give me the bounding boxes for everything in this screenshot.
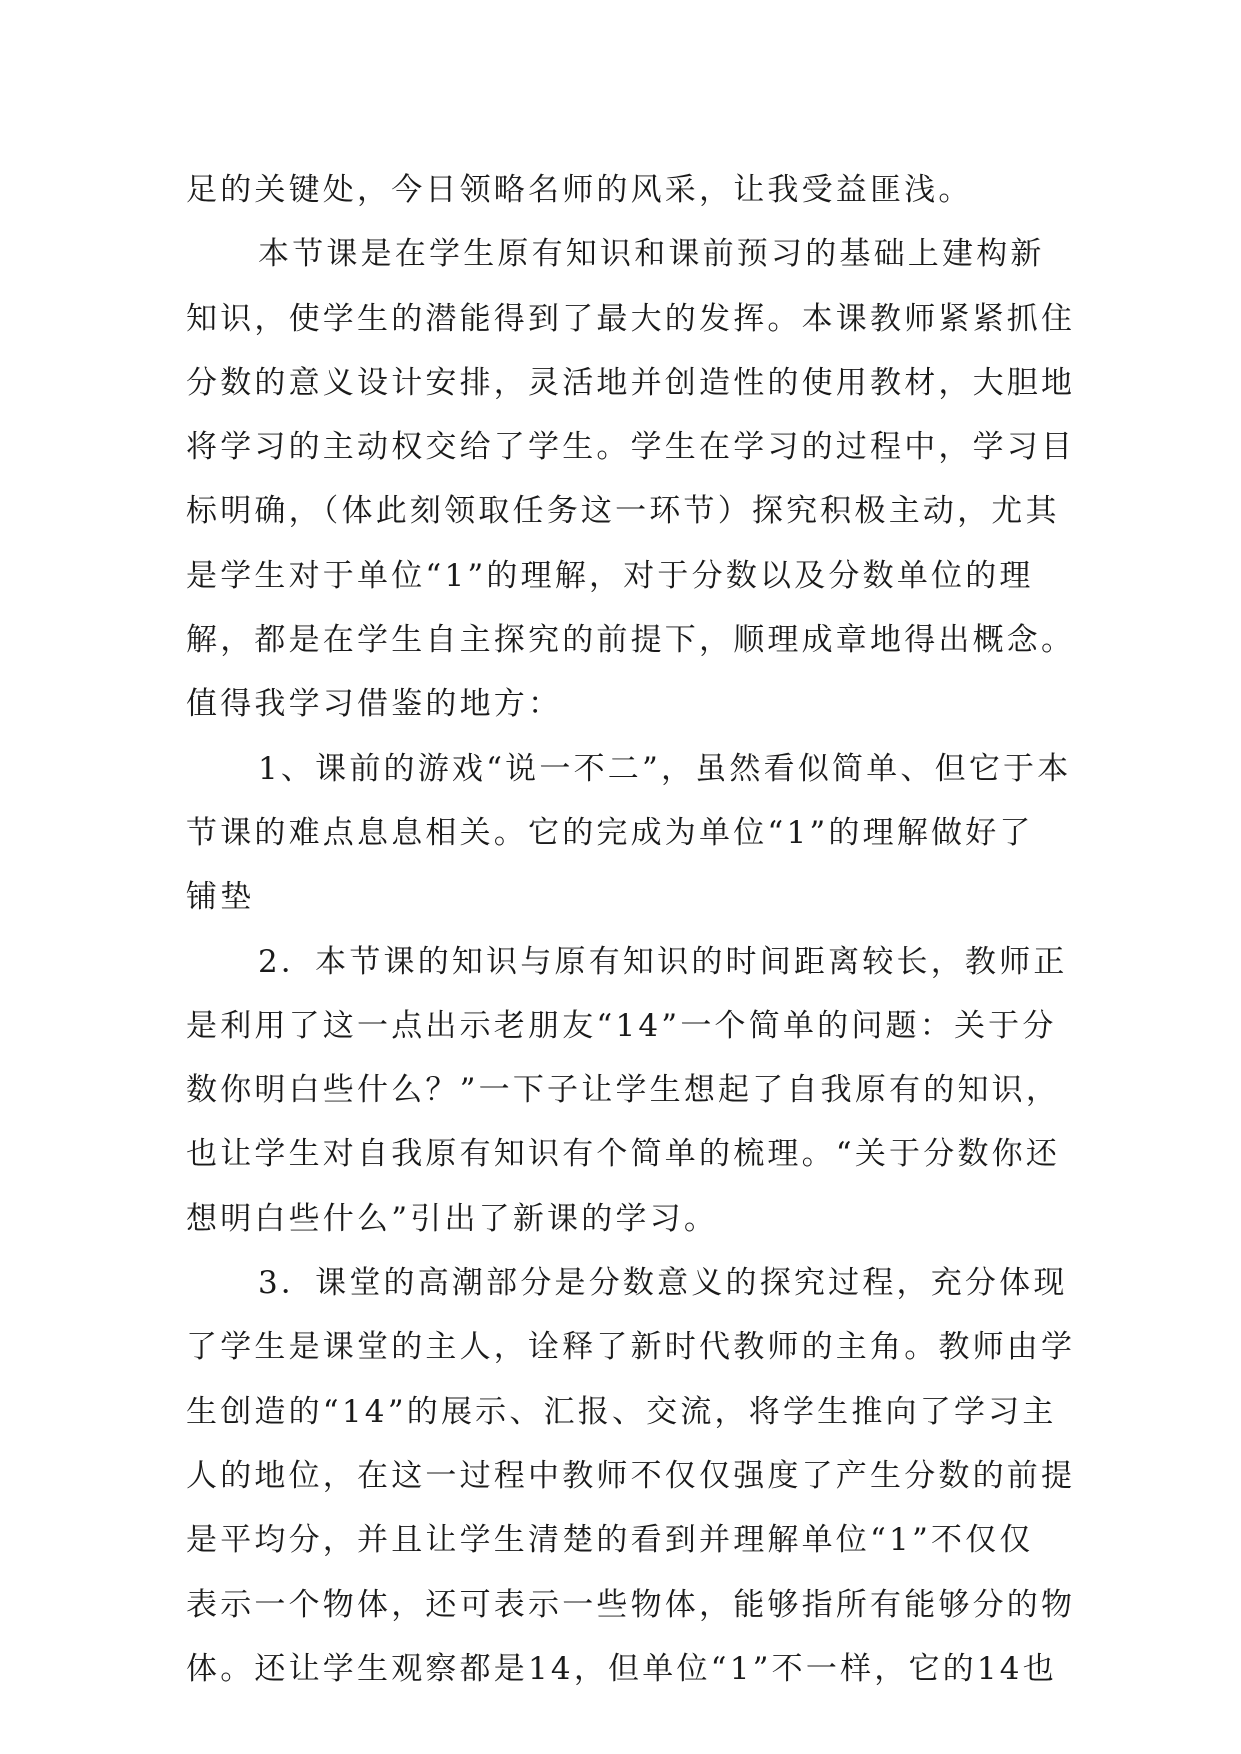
text-line: 也让学生对自我原有知识有个简单的梳理。“关于分数你还 (186, 1136, 1061, 1173)
list-item-1-line: 1、课前的游戏“说一不二”，虽然看似简单、但它于本 (258, 750, 1072, 787)
text-line: 标明确，（体此刻领取任务这一环节）探究积极主动，尤其 (186, 493, 1060, 530)
text-line: 人的地位，在这一过程中教师不仅仅强度了产生分数的前提 (186, 1457, 1076, 1494)
paragraph-start-line: 本节课是在学生原有知识和课前预习的基础上建构新 (258, 236, 1045, 273)
text-line: 值得我学习借鉴的地方： (186, 686, 563, 723)
text-line: 知识，使学生的潜能得到了最大的发挥。本课教师紧紧抓住 (186, 300, 1076, 337)
text-line: 是平均分，并且让学生清楚的看到并理解单位“1”不仅仅 (186, 1522, 1034, 1559)
text-line: 铺垫 (186, 879, 255, 916)
text-line: 将学习的主动权交给了学生。学生在学习的过程中，学习目 (186, 429, 1076, 466)
text-line: 节课的难点息息相关。它的完成为单位“1”的理解做好了 (186, 814, 1034, 851)
text-line: 了学生是课堂的主人，诠释了新时代教师的主角。教师由学 (186, 1329, 1076, 1366)
text-line: 足的关键处，今日领略名师的风采，让我受益匪浅。 (186, 172, 973, 208)
document-body (186, 158, 1076, 1701)
text-line: 解，都是在学生自主探究的前提下，顺理成章地得出概念。 (186, 622, 1076, 659)
text-line: 数你明白些什么？”一下子让学生想起了自我原有的知识， (186, 1072, 1061, 1109)
text-line: 表示一个物体，还可表示一些物体，能够指所有能够分的物 (186, 1586, 1076, 1623)
text-line: 体。还让学生观察都是14，但单位“1”不一样，它的14也 (186, 1650, 1057, 1687)
text-line: 分数的意义设计安排，灵活地并创造性的使用教材，大胆地 (186, 364, 1076, 401)
list-item-2-line: 2．本节课的知识与原有知识的时间距离较长，教师正 (258, 943, 1068, 980)
list-item-3-line: 3．课堂的高潮部分是分数意义的探究过程，充分体现 (258, 1265, 1068, 1302)
text-line: 想明白些什么”引出了新课的学习。 (186, 1200, 719, 1237)
text-line: 生创造的“14”的展示、汇报、交流，将学生推向了学习主 (186, 1393, 1057, 1430)
text-line: 是学生对于单位“1”的理解，对于分数以及分数单位的理 (186, 557, 1034, 594)
text-line: 是利用了这一点出示老朋友“14”一个简单的问题：关于分 (186, 1007, 1057, 1044)
